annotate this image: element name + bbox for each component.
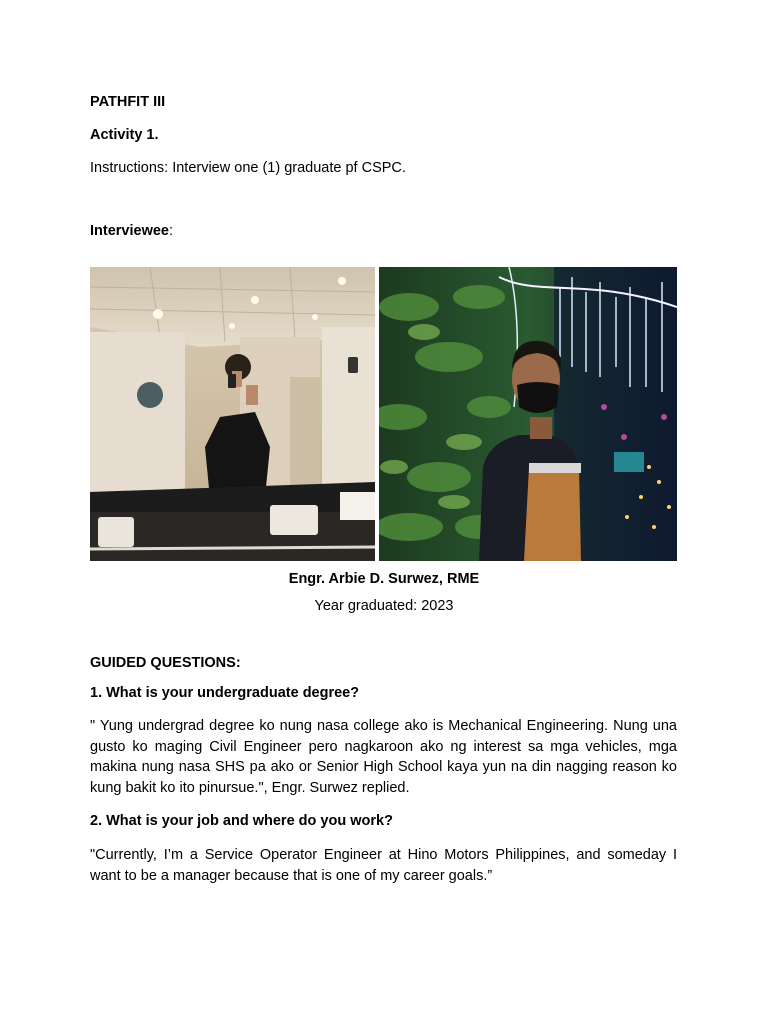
interviewee-label-text: Interviewee [90,223,169,239]
course-title: PATHFIT III [90,94,166,110]
instructions-text: Instructions: Interview one (1) graduate pf CSPC. [90,160,406,176]
interviewee-colon: : [169,223,174,239]
answer-2: "Currently, I’m a Service Operator Engineer at Hino Motors Philippines, and someday I want to be a manager because that is one of my career goals.” [90,847,677,884]
answer-1: " Yung undergrad degree ko nung nasa college ako is Mechanical Engineering. Nung una gusto ko maging Civil Engineer pero nagkaroon ako ng interest sa mga vehicles, mga makina nung nasa SHS pa ako or Senior High School kaya yun na din nagging reason ko kung bakit ko ito pinursue.", Engr. Surwez replied. [90,718,677,796]
activity-title: Activity 1. [90,127,159,143]
guided-questions-title: GUIDED QUESTIONS: [90,655,241,671]
garden-lights-photo [379,267,677,561]
interviewee-name: Engr. Arbie D. Surwez, RME [288,571,480,587]
question-2: 2. What is your job and where do you work? [90,813,393,829]
mirror-selfie-photo [90,267,375,561]
year-graduated: Year graduated: 2023 [314,598,454,614]
question-1: 1. What is your undergraduate degree? [90,685,360,701]
interviewee-label [90,221,173,241]
